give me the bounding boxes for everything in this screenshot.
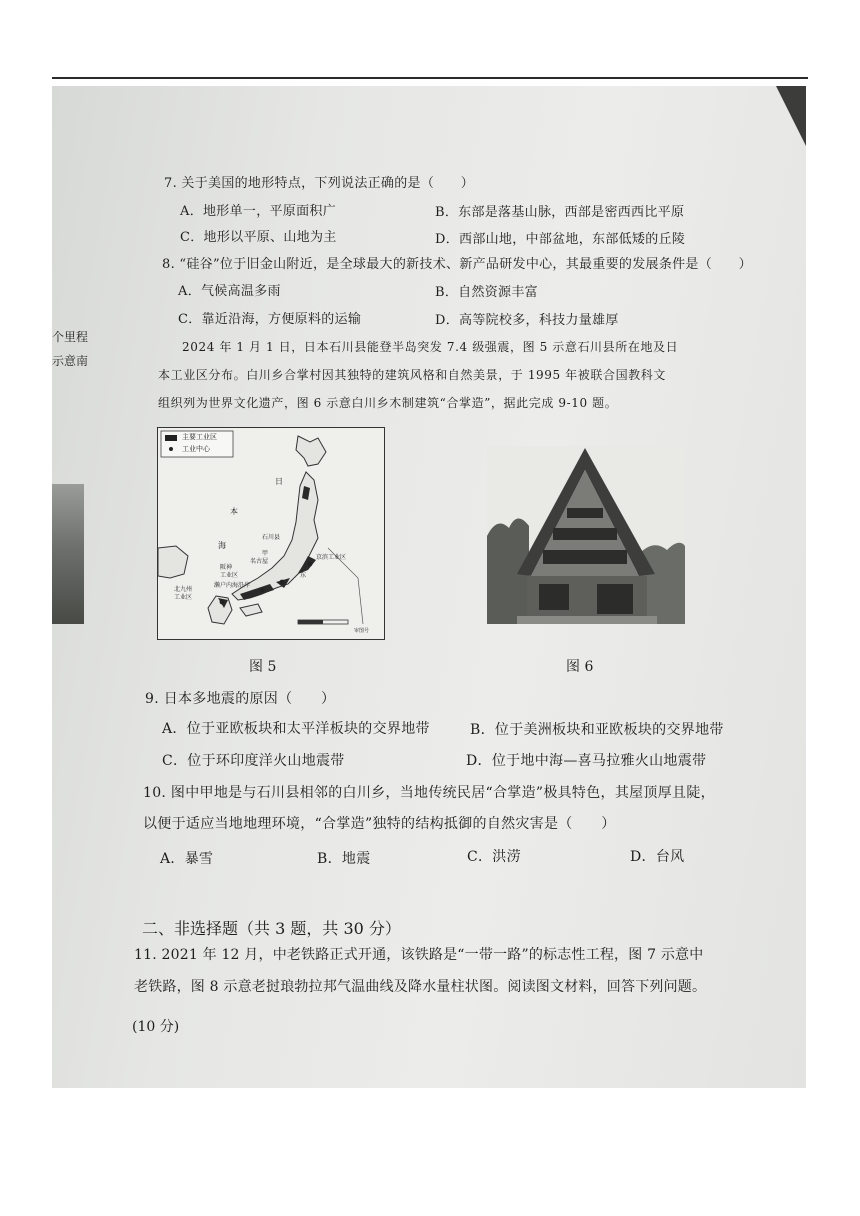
map-source-note: 审图号 — [354, 628, 370, 634]
left-edge-text-2: 示意南 — [52, 354, 89, 368]
left-edge-text-1: 个里程 — [52, 330, 89, 344]
left-edge-photo — [52, 484, 84, 624]
map-label-ben: 本 — [230, 507, 238, 516]
map-label-kitakyushu-zone: 工业区 — [174, 594, 193, 601]
q10-option-d: D．台风 — [630, 849, 685, 865]
figure-5-map — [157, 427, 385, 640]
q9-option-c: C．位于环印度洋火山地震带 — [162, 753, 345, 769]
kitakyushu-center-dot — [220, 600, 225, 605]
gable-window-mid — [553, 528, 617, 540]
gable-window-low — [543, 550, 627, 564]
scale-bar-fill — [298, 620, 323, 624]
map-label-shichuan: 石川县 — [262, 534, 281, 541]
figure-6-house-photo — [487, 446, 685, 624]
map-label-dong: 东 — [300, 572, 307, 579]
q9-stem: 9. 日本多地震的原因（ ） — [145, 691, 336, 707]
legend-center-dot — [169, 447, 173, 451]
map-label-setouchi: 濑户内海沿岸 — [214, 582, 251, 589]
q11-line-2: 老铁路，图 8 示意老挝琅勃拉邦气温曲线及降水量柱状图。阅读图文材料，回答下列问题。 — [134, 979, 707, 995]
map-label-keihin: 京滨工业区 — [316, 554, 347, 561]
q8-option-c: C．靠近沿海，方便原料的运输 — [178, 312, 362, 327]
q8-option-b: B．自然资源丰富 — [435, 285, 538, 300]
q8-option-a: A．气候高温多雨 — [178, 284, 281, 299]
map-label-hai: 海 — [218, 541, 226, 550]
figure-6-caption: 图 6 — [566, 659, 594, 675]
gable-window-top — [567, 508, 603, 518]
q8-stem: 8. “硅谷”位于旧金山附近，是全球最大的新技术、新产品研发中心，其最重要的发展条件是（ ） — [162, 257, 752, 272]
q7-option-a: A．地形单一，平原面积广 — [180, 204, 336, 219]
map-label-nagoya: 名古屋 — [250, 558, 269, 565]
shikoku-shape — [240, 604, 262, 616]
korea-coast-shape — [158, 546, 188, 578]
legend-center-label: 工业中心 — [182, 445, 210, 453]
map-label-hanshen-zone: 工业区 — [220, 572, 239, 579]
q7-stem: 7. 关于美国的地形特点，下列说法正确的是（ ） — [164, 176, 475, 191]
q11-line-3: (10 分) — [132, 1019, 180, 1035]
q7-option-d: D．西部山地，中部盆地，东部低矮的丘陵 — [435, 232, 686, 247]
q7-option-b: B．东部是落基山脉，西部是密西西比平原 — [435, 205, 685, 220]
legend-industrial-label: 主要工业区 — [182, 433, 217, 441]
intro-line-2: 本工业区分布。白川乡合掌村因其独特的建筑风格和自然美景，于 1995 年被联合国教科文 — [158, 368, 666, 382]
hokkaido-shape — [296, 436, 326, 466]
q9-option-a: A．位于亚欧板块和太平洋板块的交界地带 — [162, 721, 430, 737]
q10-line-2: 以便于适应当地地理环境，“合掌造”独特的结构抵御的自然灾害是（ ） — [143, 816, 616, 832]
osaka-center-dot — [260, 588, 265, 593]
photo-corner-shadow — [776, 86, 806, 146]
q9-option-d: D．位于地中海—喜马拉雅火山地震带 — [466, 753, 707, 769]
q7-option-c: C．地形以平原、山地为主 — [180, 230, 337, 245]
q10-option-b: B．地震 — [317, 851, 371, 867]
map-label-jia: 甲 — [262, 550, 269, 557]
q11-line-1: 11. 2021 年 12 月，中老铁路正式开通，该铁路是“一带一路”的标志性工程，图 7 示意中 — [134, 947, 704, 963]
house-window-right — [597, 584, 633, 614]
map-label-ri: 日 — [275, 477, 283, 486]
exam-page-photo — [52, 86, 806, 1088]
header-rule — [52, 77, 808, 79]
map-label-hanshen: 阪神 — [220, 564, 233, 571]
q8-option-d: D．高等院校多，科技力量雄厚 — [435, 313, 619, 328]
section-2-heading: 二、非选择题（共 3 题，共 30 分） — [142, 919, 401, 938]
tokyo-center-dot — [308, 562, 313, 567]
house-window-left — [539, 584, 569, 610]
intro-line-3: 组织列为世界文化遗产，图 6 示意白川乡木制建筑“合掌造”，据此完成 9-10 题。 — [158, 396, 618, 410]
intro-line-1: 2024 年 1 月 1 日，日本石川县能登半岛突发 7.4 级强震，图 5 示意石川县所在地及日 — [182, 340, 679, 354]
q10-line-1: 10. 图中甲地是与石川县相邻的白川乡，当地传统民居“合掌造”极具特色，其屋顶厚且陡， — [143, 785, 715, 801]
q10-option-a: A．暴雪 — [160, 851, 214, 867]
ground-strip — [517, 616, 657, 624]
gassho-house-svg — [487, 446, 685, 624]
figure-5-caption: 图 5 — [249, 659, 277, 675]
nagoya-center-dot — [280, 580, 285, 585]
legend-industrial-swatch — [165, 435, 177, 441]
q10-option-c: C．洪涝 — [467, 849, 521, 865]
q9-option-b: B．位于美洲板块和亚欧板块的交界地带 — [470, 722, 724, 738]
map-label-kitakyushu: 北九州 — [174, 586, 193, 593]
